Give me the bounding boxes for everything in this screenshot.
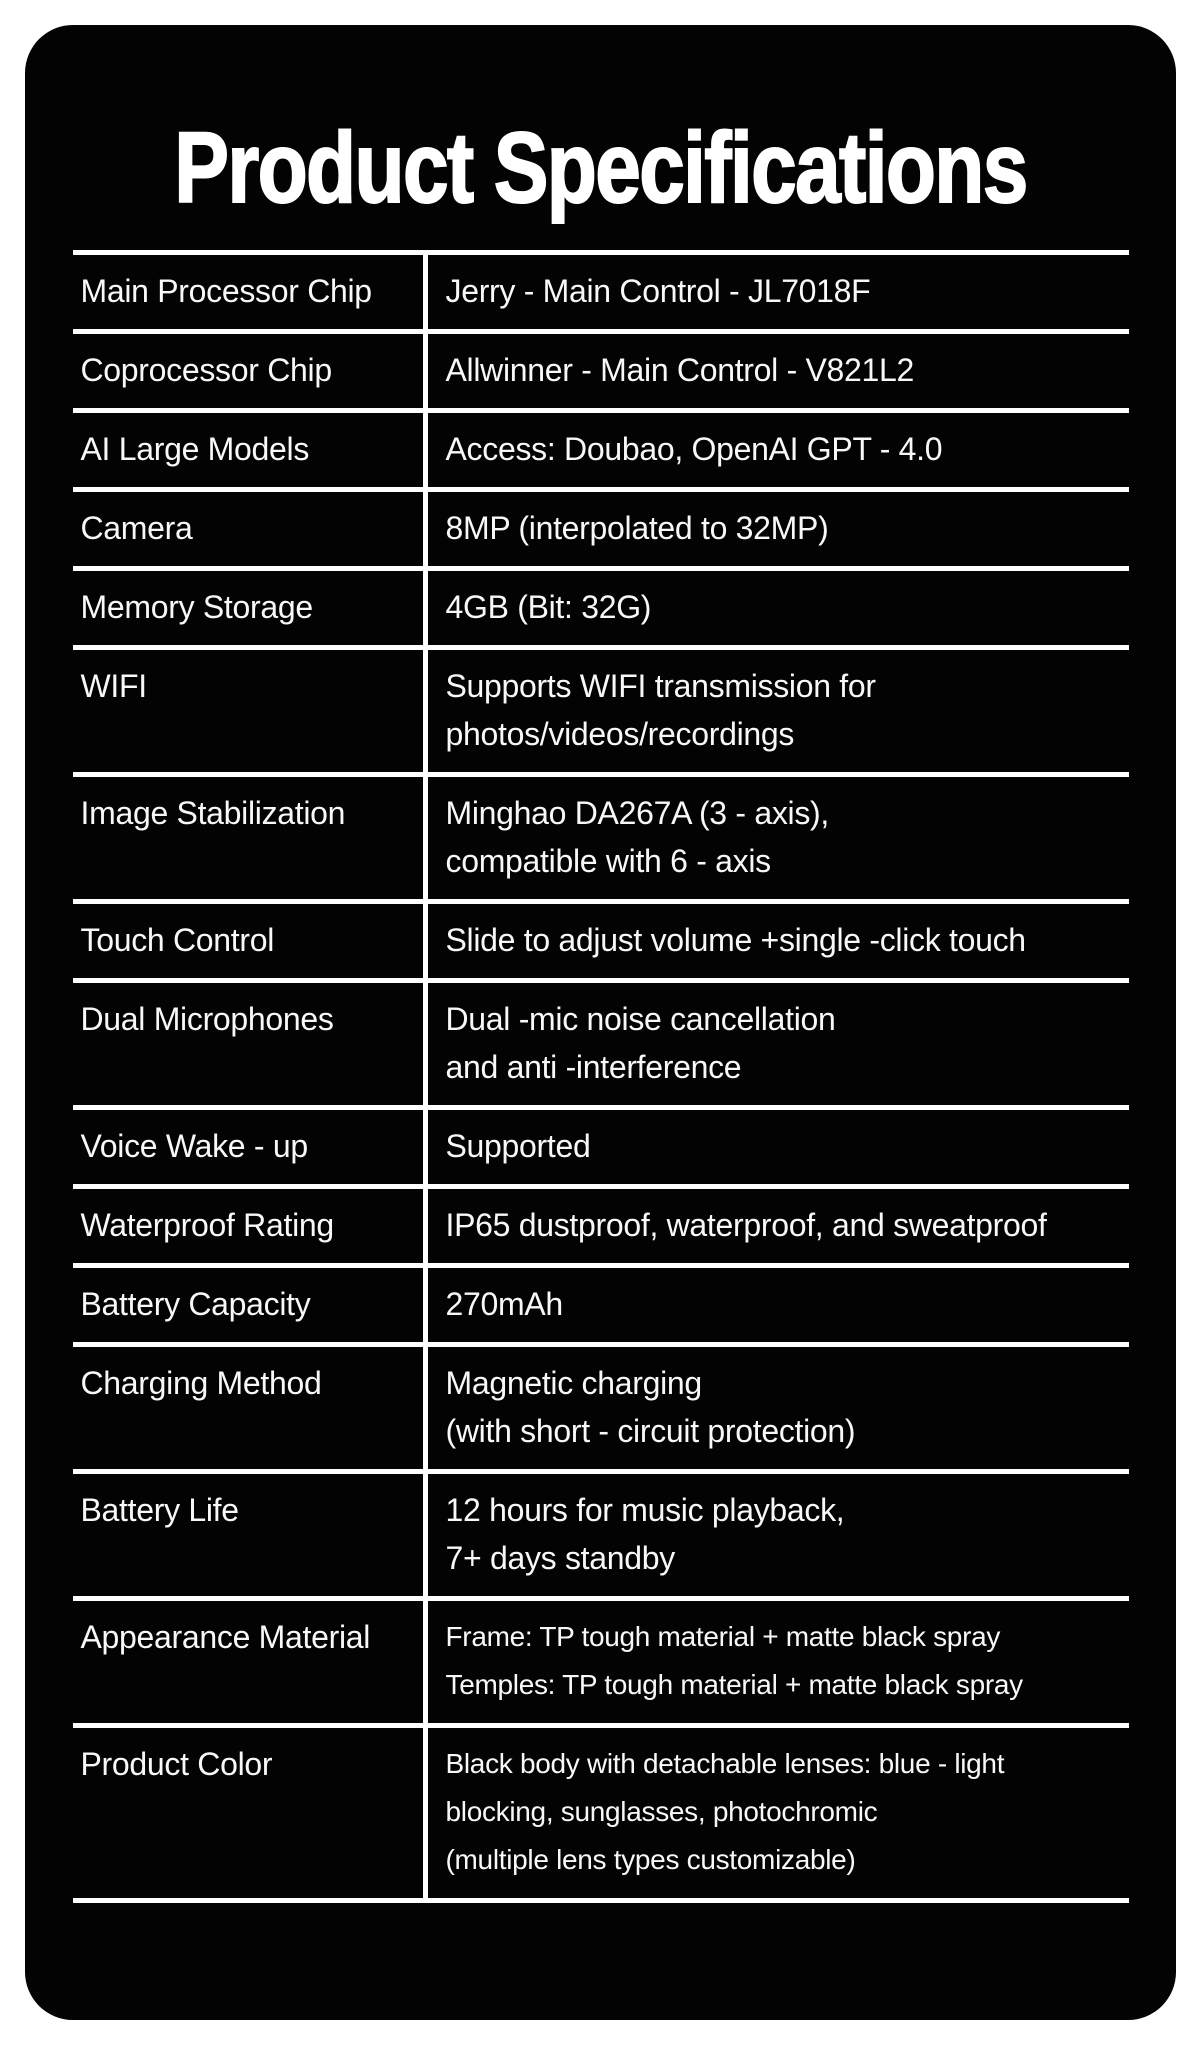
spec-value: [423, 1268, 1129, 1342]
spec-value-line: IP65 dustproof, waterproof, and sweatproof: [445, 1207, 1047, 1243]
spec-value: [423, 777, 1129, 899]
spec-value: [423, 904, 1129, 978]
spec-label: Touch Control: [80, 922, 275, 958]
spec-label: Image Stabilization: [80, 795, 346, 831]
spec-value: [423, 1601, 1129, 1723]
spec-value: [423, 650, 1129, 772]
spec-row: [73, 777, 1129, 904]
spec-value-line: Supported: [445, 1128, 591, 1164]
spec-label: AI Large Models: [80, 431, 310, 467]
spec-value: [423, 334, 1129, 408]
spec-value: [423, 413, 1129, 487]
spec-label: Appearance Material: [80, 1619, 371, 1655]
spec-row: [73, 255, 1129, 334]
spec-row: [73, 334, 1129, 413]
spec-row: [73, 1110, 1129, 1189]
spec-value-line: Magnetic charging: [445, 1365, 702, 1401]
spec-row: [73, 983, 1129, 1110]
spec-value: [423, 492, 1129, 566]
spec-row: [73, 413, 1129, 492]
spec-value: [423, 1474, 1129, 1596]
spec-label: Product Color: [80, 1746, 273, 1782]
spec-value-line: 4GB (Bit: 32G): [445, 589, 652, 625]
spec-value-line: photos/videos/recordings: [445, 716, 795, 752]
spec-row: [73, 650, 1129, 777]
spec-value-line: Temples: TP tough material + matte black spray: [445, 1669, 1023, 1700]
spec-value: [423, 571, 1129, 645]
spec-row: [73, 1189, 1129, 1268]
spec-row: [73, 1728, 1129, 1903]
spec-row: [73, 1601, 1129, 1728]
spec-label: Coprocessor Chip: [80, 352, 332, 388]
spec-value-line: Allwinner - Main Control - V821L2: [445, 352, 915, 388]
spec-label: Dual Microphones: [80, 1001, 334, 1037]
spec-label: Waterproof Rating: [80, 1207, 334, 1243]
spec-label: Camera: [80, 510, 193, 546]
spec-value-line: 270mAh: [445, 1286, 563, 1322]
spec-row: [73, 904, 1129, 983]
spec-value-line: Access: Doubao, OpenAI GPT - 4.0: [445, 431, 943, 467]
spec-row: [73, 492, 1129, 571]
spec-value-line: Slide to adjust volume +single -click touch: [445, 922, 1026, 958]
spec-table: [73, 250, 1129, 1903]
spec-label: Memory Storage: [80, 589, 313, 625]
spec-value: [423, 1347, 1129, 1469]
spec-value: [423, 1728, 1129, 1898]
spec-value-line: (multiple lens types customizable): [445, 1844, 856, 1875]
spec-value-line: Jerry - Main Control - JL7018F: [445, 273, 871, 309]
page-title: Product Specifications: [174, 112, 1027, 224]
spec-row: [73, 1268, 1129, 1347]
spec-row: [73, 571, 1129, 650]
spec-label: WIFI: [80, 668, 147, 704]
spec-value-line: Minghao DA267A (3 - axis),: [445, 795, 829, 831]
spec-label: Battery Capacity: [80, 1286, 311, 1322]
spec-value-line: (with short - circuit protection): [445, 1413, 856, 1449]
spec-row: [73, 1474, 1129, 1601]
spec-label: Charging Method: [80, 1365, 322, 1401]
spec-value-line: compatible with 6 - axis: [445, 843, 771, 879]
spec-value-line: blocking, sunglasses, photochromic: [445, 1796, 878, 1827]
spec-value-line: 8MP (interpolated to 32MP): [445, 510, 829, 546]
spec-label: Battery Life: [80, 1492, 239, 1528]
spec-row: [73, 1347, 1129, 1474]
spec-value-line: Dual -mic noise cancellation: [445, 1001, 836, 1037]
spec-value-line: Black body with detachable lenses: blue - light: [445, 1748, 1005, 1779]
spec-value: [423, 255, 1129, 329]
spec-value: [423, 1110, 1129, 1184]
spec-label: Main Processor Chip: [80, 273, 372, 309]
spec-value: [423, 1189, 1129, 1263]
spec-value-line: and anti -interference: [445, 1049, 742, 1085]
spec-value: [423, 983, 1129, 1105]
spec-value-line: 12 hours for music playback,: [445, 1492, 845, 1528]
spec-value-line: Supports WIFI transmission for: [445, 668, 876, 704]
spec-card: [25, 25, 1176, 2020]
spec-value-line: 7+ days standby: [445, 1540, 675, 1576]
spec-value-line: Frame: TP tough material + matte black spray: [445, 1621, 1001, 1652]
spec-label: Voice Wake - up: [80, 1128, 308, 1164]
